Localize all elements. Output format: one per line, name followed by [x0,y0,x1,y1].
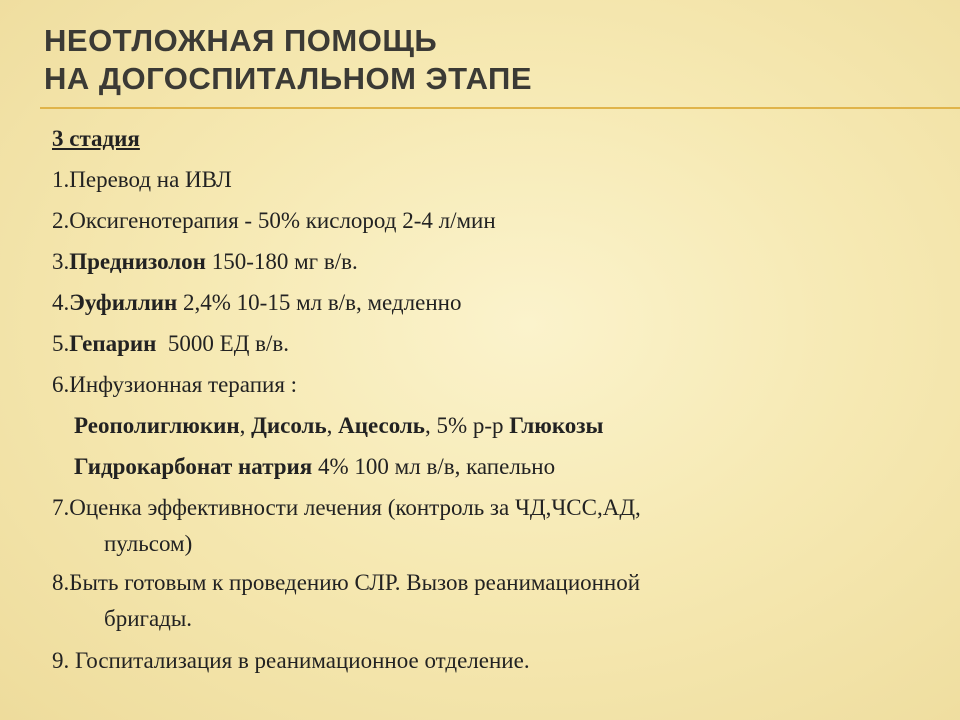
stage-heading-text: 3 стадия [52,126,140,151]
infusion-subitem-1 [52,405,932,446]
list-item-1: 1.Перевод на ИВЛ [52,167,232,192]
list-item-6: 6.Инфузионная терапия : [52,372,298,397]
drug-sodium-bicarbonate: Гидрокарбонат натрия [74,454,313,479]
drug-disol: Дисоль [251,413,327,438]
infusion-subitem-2-dosage: 4% 100 мл в/в, капельно [312,454,556,479]
list-item-3-number: 3. [52,249,70,274]
list-item-8-line-2: бригады. [104,606,193,631]
list-item-7-line-2: пульсом) [104,531,193,556]
drug-acesol: Ацесоль [338,413,425,438]
list-item-4-dosage: 2,4% 10-15 мл в/в, медленно [177,290,462,315]
infusion-subitem-2 [52,446,932,487]
list-item-3 [52,241,932,282]
treatment-list [52,118,932,681]
separator-a: , [239,413,252,438]
drug-glucose: Глюкозы [509,413,604,438]
list-item-4 [52,282,932,323]
slide-title-line-2: НА ДОГОСПИТАЛЬНОМ ЭТАПЕ [44,61,533,96]
separator-b: , [326,413,339,438]
drug-heparin: Гепарин [69,331,157,356]
list-item-3-dosage: 150-180 мг в/в. [205,249,358,274]
list-item-4-number: 4. [52,290,70,315]
stage-heading [52,118,932,159]
list-item-5-number: 5. [52,331,70,356]
list-item-2: 2.Оксигенотерапия - 50% кислород 2-4 л/мин [52,208,496,233]
list-item-5-dosage: 5000 ЕД в/в. [156,331,289,356]
drug-euphyllin: Эуфиллин [69,290,178,315]
list-item-7-line-1: 7.Оценка эффективности лечения (контроль за ЧД,ЧСС,АД, [52,495,641,520]
list-item-8-line-1: 8.Быть готовым к проведению СЛР. Вызов реанимационной [52,570,641,595]
drug-prednisolone: Преднизолон [69,249,206,274]
slide-title [44,22,924,98]
list-item-5 [52,323,932,364]
separator-c: , 5% р-р [424,413,510,438]
drug-reopoliglukin: Реополиглюкин [74,413,240,438]
slide-title-line-1: НЕОТЛОЖНАЯ ПОМОЩЬ [44,23,438,58]
list-item-9: 9. Госпитализация в реанимационное отделение. [52,648,530,673]
title-divider [40,107,960,109]
